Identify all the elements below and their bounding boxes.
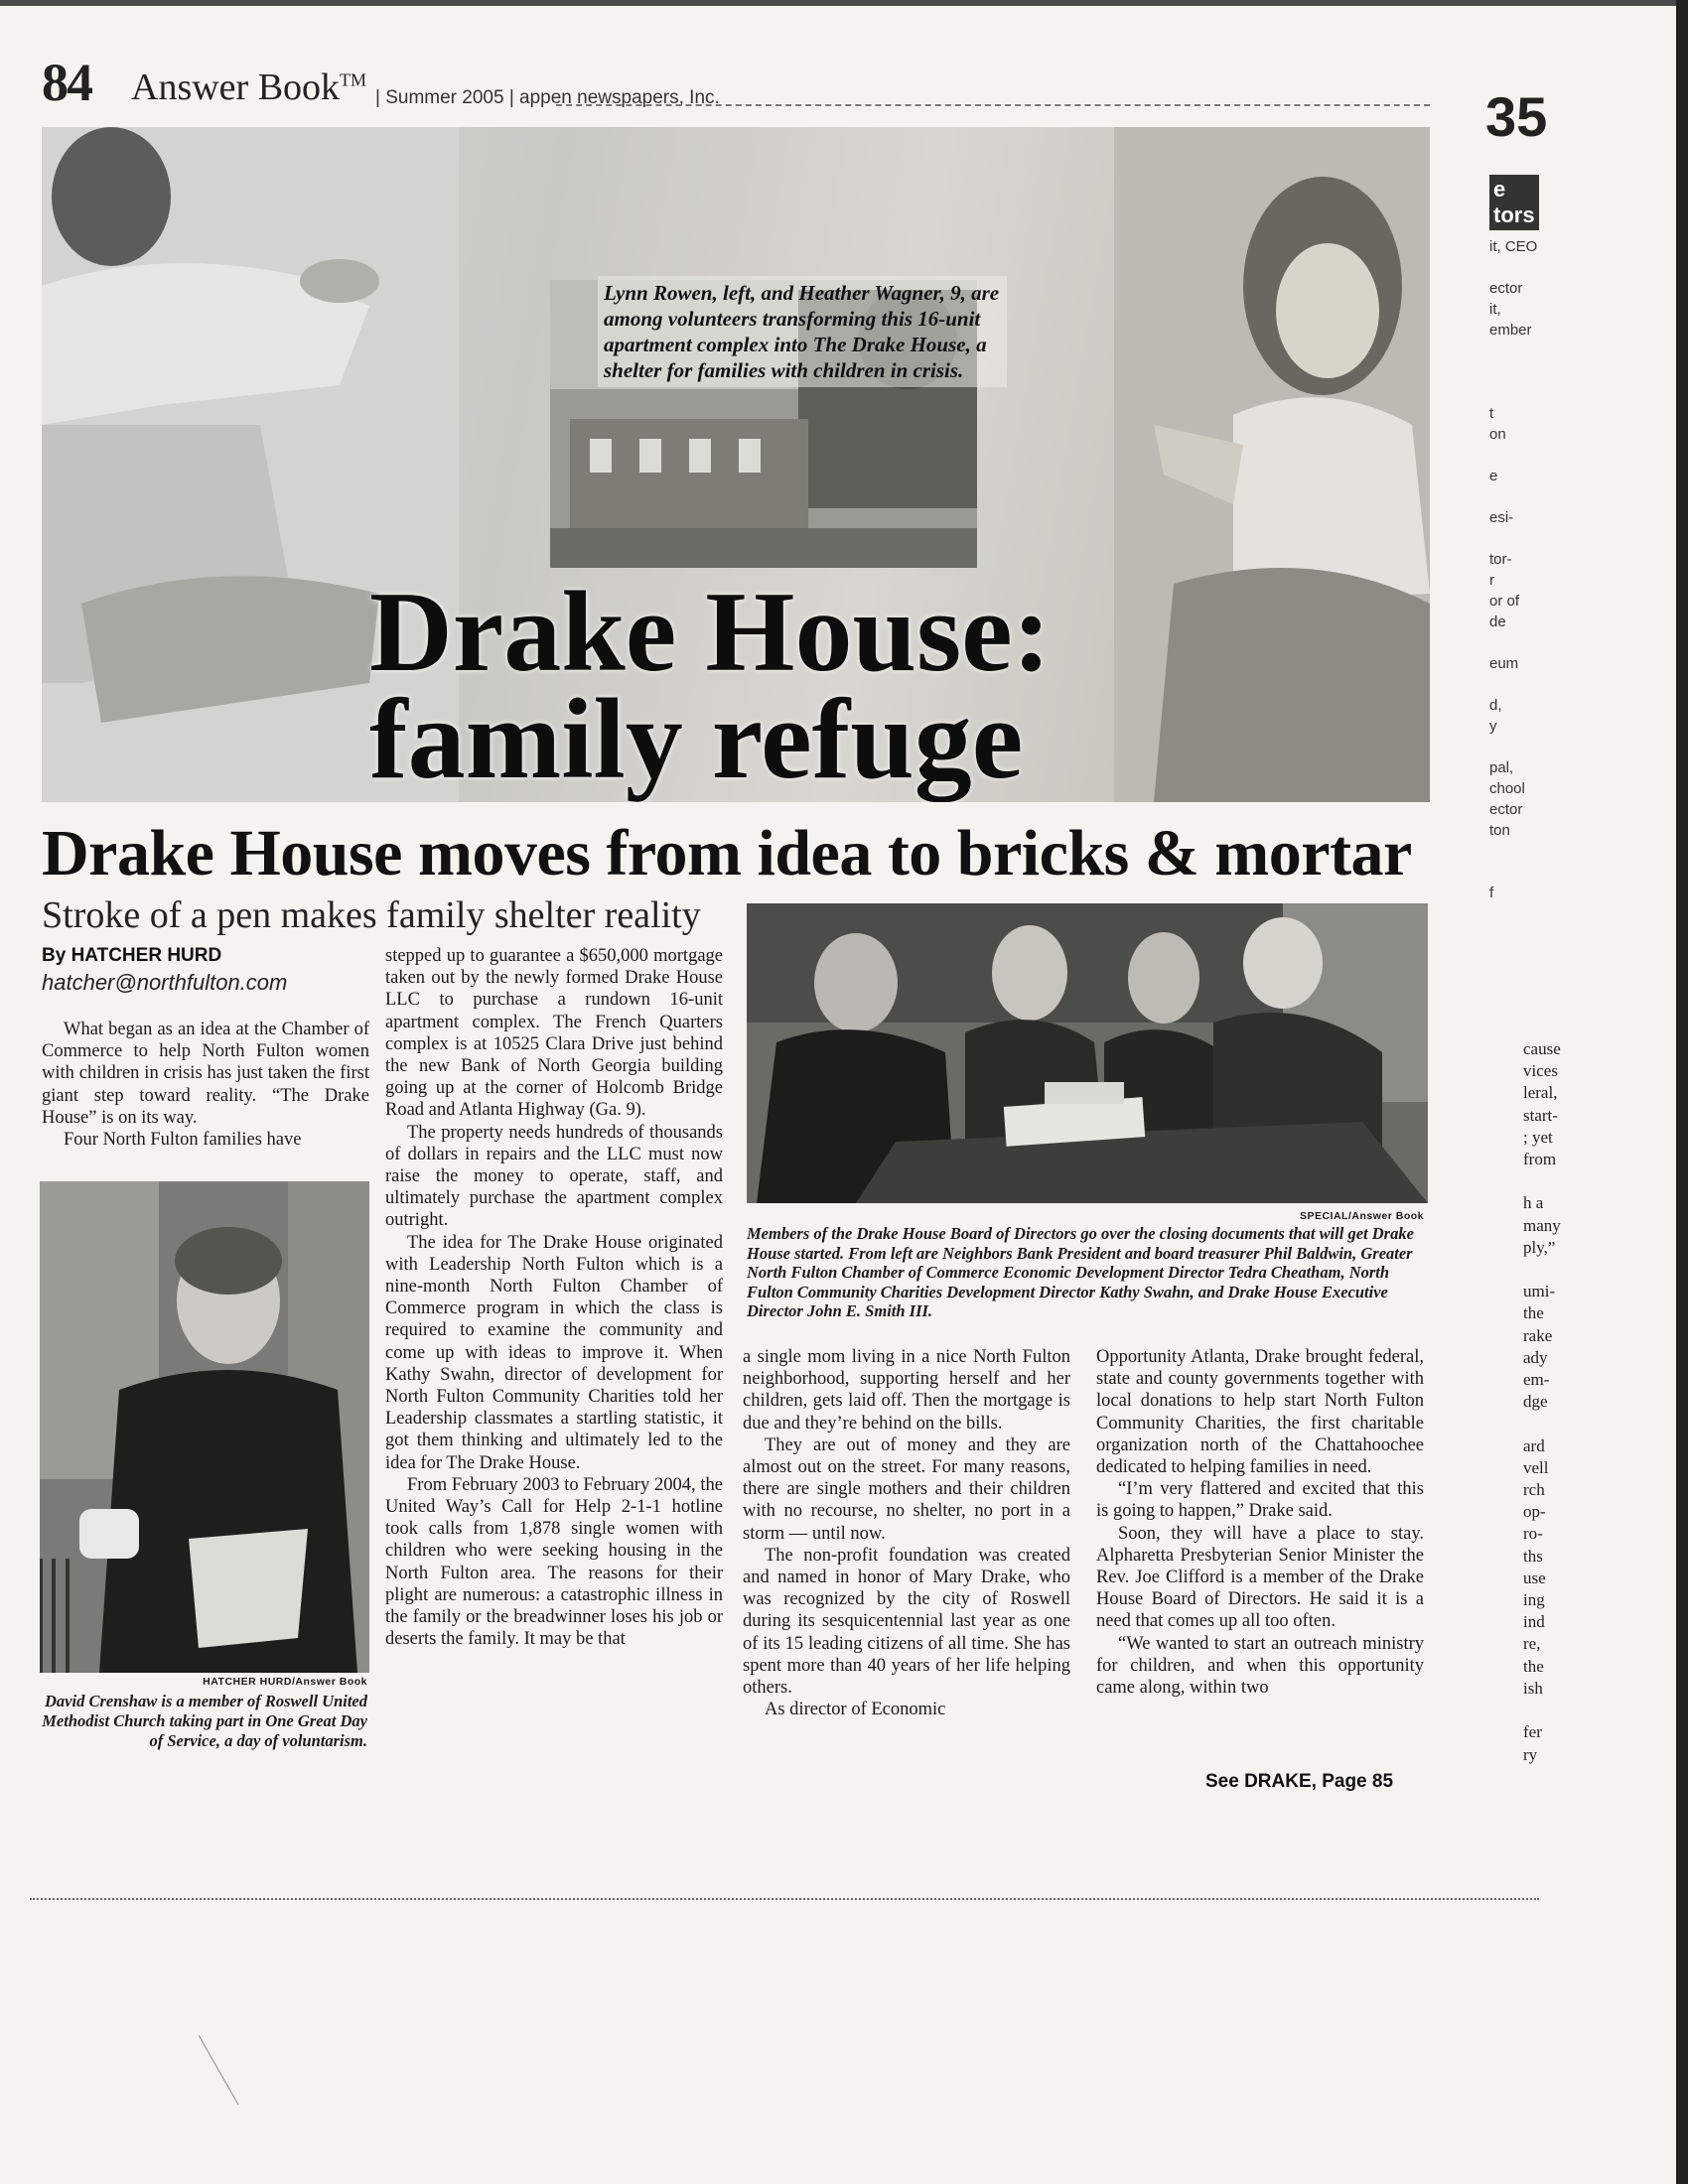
fragment-line [1489, 841, 1579, 862]
fragment-line: the [1523, 1303, 1544, 1323]
fragment-line: ing [1523, 1590, 1545, 1610]
paragraph: The non-profit foundation was created and named in honor of Mary Drake, who was recognized by the city of Roswell during its sesquicentennial last year as one of its 15 leading citizens of all time. She has spent more than 40 years of her life helping others. [743, 1545, 1070, 1699]
fragment-line [1489, 632, 1579, 653]
fragment-line: on [1489, 426, 1506, 443]
fragment-line [1489, 361, 1579, 382]
fragment-line: pal, [1489, 759, 1514, 776]
fragment-line: chool [1489, 780, 1525, 797]
fragment-line: vices [1523, 1061, 1558, 1081]
scan-edge [1676, 0, 1688, 2184]
fragment-line: fer [1523, 1722, 1542, 1742]
photo-caption: Members of the Drake House Board of Directors go over the closing documents that will get Drake House started. From left are Neighbors Bank President and board treasurer Phil Baldwin, Greater North Fulton Chamber of Commerce Economic Development Director Tedra Cheatham, North Fulton Community Charities Development Director Kathy Swahn, and Drake House Executive Director John E. Smith III. [747, 1224, 1414, 1321]
paragraph: “I’m very flattered and excited that this is going to happen,” Drake said. [1096, 1479, 1424, 1522]
page-number: 84 [42, 53, 91, 112]
fragment-line: from [1523, 1150, 1557, 1169]
hero-title [369, 569, 1263, 802]
fragment-line: ard [1523, 1435, 1545, 1455]
fragment-line: ish [1523, 1678, 1543, 1698]
adjacent-section-box: e tors [1489, 175, 1539, 230]
fragment-line [1489, 528, 1579, 549]
fragment-line [1489, 382, 1579, 403]
hero-title-line-2: family refuge [369, 676, 1024, 802]
paragraph: “We wanted to start an outreach ministry for children, and when this opportunity came along, within two [1096, 1633, 1424, 1699]
fragment-line: it, [1489, 301, 1501, 318]
photo-caption: David Crenshaw is a member of Roswell United Methodist Church taking part in One Great Day of Service, a day of voluntarism. [42, 1692, 367, 1750]
publication-name: Answer Book™ [131, 67, 367, 108]
fragment-line: ector [1489, 280, 1523, 297]
article-headline: Drake House moves from idea to bricks & mortar [42, 817, 1412, 889]
fragment-line: ; yet [1523, 1127, 1553, 1147]
page-bottom-rule [30, 1898, 1539, 1900]
hero-photo [42, 127, 1430, 802]
paragraph: They are out of money and they are almost out on the street. For many reasons, there are single mothers and their children with no recourse, no shelter, no port in a storm — until now. [743, 1434, 1070, 1544]
fragment-line: ady [1523, 1347, 1548, 1367]
hero-title-line-1: Drake House: [369, 569, 1052, 696]
article-deck: Stroke of a pen makes family shelter reality [42, 894, 701, 936]
fragment-line: f [1489, 885, 1494, 901]
board-meeting-photo [747, 903, 1428, 1203]
paragraph: From February 2003 to February 2004, the United Way’s Call for Help 2-1-1 hotline took calls from 1,878 single women with children who were seeking housing in the North Fulton area. The reasons for their plight are numerous: a catastrophic illness in the family or the breadwinner loses his job or deserts the family. It may be that [385, 1474, 723, 1650]
fragment-line: esi- [1489, 509, 1514, 526]
paragraph: Opportunity Atlanta, Drake brought federal, state and county governments together with local donations to help start North Fulton Community Charities, the first charitable organization north of the Chattahoochee dedicated to helping families in need. [1096, 1347, 1424, 1478]
fragment-line: use [1523, 1568, 1546, 1587]
board-meeting-illustration [747, 903, 1428, 1203]
fragment-line [1523, 1700, 1583, 1721]
photo-credit: SPECIAL/Answer Book [1299, 1210, 1424, 1222]
fragment-line: de [1489, 614, 1506, 630]
fragment-line: rake [1523, 1325, 1553, 1345]
fragment-line: cause [1523, 1039, 1561, 1058]
fragment-line [1523, 1413, 1583, 1434]
author-email[interactable]: hatcher@northfulton.com [42, 970, 288, 995]
fragment-line: t [1489, 405, 1494, 422]
fragment-line: h a [1523, 1193, 1544, 1213]
fragment-line: leral, [1523, 1083, 1558, 1103]
fragment-line [1489, 486, 1579, 507]
fragment-line: d, [1489, 697, 1502, 714]
fragment-line [1489, 862, 1579, 883]
fragment-line: y [1489, 718, 1497, 735]
fragment-line: ry [1523, 1744, 1538, 1764]
fragment-line: ector [1489, 801, 1523, 818]
fragment-line: op- [1523, 1502, 1546, 1522]
trademark: TM [340, 69, 367, 90]
fragment-line: dge [1523, 1392, 1548, 1412]
fragment-line: ember [1489, 322, 1532, 339]
fragment-line: em- [1523, 1370, 1550, 1390]
fragment-line: it, CEO [1489, 238, 1538, 255]
fragment-line: re, [1523, 1634, 1541, 1654]
byline: By HATCHER HURD [42, 945, 222, 966]
paragraph: The property needs hundreds of thousands of dollars in repairs and the LLC must now raise the money to operate, staff, and ultimately purchase the apartment complex outright. [385, 1122, 723, 1231]
adjacent-page-number: 35 [1485, 85, 1548, 148]
fragment-line: e [1489, 468, 1498, 484]
hero-caption: Lynn Rowen, left, and Heather Wagner, 9, are among volunteers transforming this 16-unit apartment complex into The Drake House, a shelter for families with children in crisis. [598, 276, 1007, 387]
paragraph: As director of Economic [765, 1700, 946, 1720]
paragraph: The idea for The Drake House originated with Leadership North Fulton which is a nine-month North Fulton Chamber of Commerce program in which the class is required to examine the community and come up with ideas to improve it. When Kathy Swahn, director of development for North Fulton Community Charities told her Leadership classmates a startling statistic, it got them thinking and ultimately led to the idea for The Drake House. [385, 1232, 723, 1473]
fragment-line: ind [1523, 1612, 1545, 1632]
fragment-line: the [1523, 1656, 1544, 1676]
fragment-line: ths [1523, 1546, 1543, 1566]
crenshaw-photo-illustration [40, 1181, 369, 1673]
fragment-line [1489, 674, 1579, 695]
top-border [0, 0, 1678, 6]
fragment-line: umi- [1523, 1282, 1556, 1301]
paragraph: Soon, they will have a place to stay. Alpharetta Presbyterian Senior Minister the Rev. Joe Clifford is a member of the Drake House Board of Directors. He said it is a need that comes up all too often. [1096, 1523, 1424, 1632]
paragraph: What began as an idea at the Chamber of Commerce to help North Fulton women with children in crisis has just taken the first giant step toward reality. “The Drake House” is on its way. [42, 1020, 369, 1128]
fragment-line [1489, 341, 1579, 361]
fragment-line: ton [1489, 822, 1510, 839]
adjacent-page-column [1523, 1038, 1583, 1766]
fragment-line: many [1523, 1215, 1561, 1235]
fragment-line [1489, 445, 1579, 466]
article-column-3 [743, 1346, 1070, 1720]
crenshaw-photo [40, 1181, 369, 1673]
fragment-line [1489, 257, 1579, 278]
article-column-1 [42, 1019, 369, 1151]
scan-artifact [199, 2035, 258, 2115]
issue-meta: | Summer 2005 | appen newspapers, Inc. [375, 87, 720, 108]
fragment-line: rch [1523, 1480, 1545, 1500]
article-column-4 [1096, 1346, 1424, 1699]
fragment-line: tor- [1489, 551, 1512, 568]
fragment-line: r [1489, 572, 1494, 589]
article-column-2 [385, 945, 723, 1651]
fragment-line [1523, 1170, 1583, 1192]
fragment-line: ro- [1523, 1524, 1543, 1544]
paragraph: Four North Fulton families have [64, 1130, 302, 1151]
fragment-line: vell [1523, 1457, 1549, 1477]
fragment-line: eum [1489, 655, 1519, 672]
fragment-line: ply,” [1523, 1237, 1556, 1257]
adjacent-page-fragment [1485, 85, 1579, 903]
continued-jump-link[interactable]: See DRAKE, Page 85 [1205, 1771, 1394, 1792]
header-rule [556, 104, 1430, 106]
fragment-line [1489, 737, 1579, 757]
paragraph: stepped up to guarantee a $650,000 mortgage taken out by the newly formed Drake House LLC to purchase a rundown 16-unit apartment complex. The French Quarters complex is at 10525 Clara Drive just behind the new Bank of North Georgia building going up at the corner of Holcomb Bridge Road and Atlanta Highway (Ga. 9). [385, 946, 723, 1121]
paragraph: a single mom living in a nice North Fulton neighborhood, supporting herself and her children, gets laid off. Then the mortgage is due and they’re behind on the bills. [743, 1347, 1070, 1433]
fragment-line [1523, 1259, 1583, 1281]
photo-credit: HATCHER HURD/Answer Book [203, 1676, 367, 1688]
fragment-line: start- [1523, 1105, 1558, 1125]
fragment-line: or of [1489, 593, 1520, 610]
